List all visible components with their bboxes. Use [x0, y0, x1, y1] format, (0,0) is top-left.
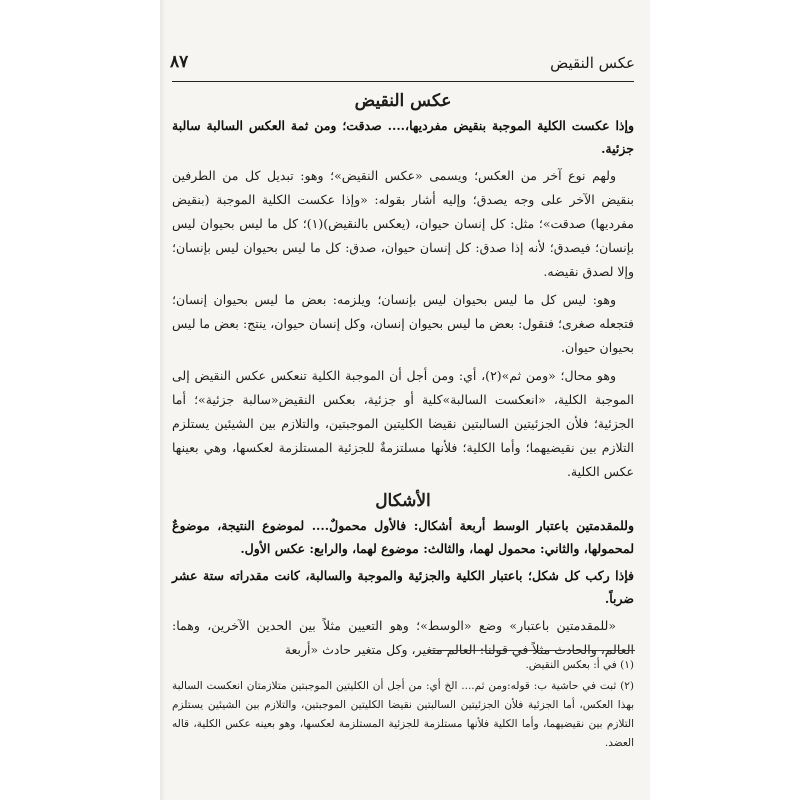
main-text — [172, 88, 634, 666]
paragraph: وهو محال؛ «ومن ثم»(٢)، أي: ومن أجل أن الموجبة الكلية تنعكس عكس النقيض إلى الموجبة الكلية، «انعكست السالبة»كلية أو جزئية، بعكس النقيض«سالبة جزئية»؛ أما الجزئية؛ فلأن الجزئيتين السالبتين نقيضا الكليتين الموجبتين، والتلازم بين الشيئين يستلزم التلازم بين نقيضيهما؛ وأما الكلية؛ فلأنها مسلتزمةٌ للجزئية المستلزمة لعكسها، وهي بعينها عكس الكلية. — [172, 368, 634, 479]
footnote-rule — [430, 650, 635, 651]
matn-text: وللمقدمتين باعتبار الوسط أربعة أشكال: فالأول محمولٌ.... لموضوع النتيجة، موضوعٌ لمحمولها، والثاني: محمول لهما، والثالث: موضوع لهما، والرابع: عكس الأول. — [172, 518, 634, 556]
paragraph: وهو: ليس كل ما ليس بحيوان ليس بإنسان؛ ويلزمه: بعض ما ليس بحيوان إنسان؛ فتجعله صغرى؛ فنقول: بعض ما ليس بحيوان إنسان، وكل إنسان حيوان، ينتج: بعض ما ليس بحيوان حيوان. — [172, 292, 634, 355]
footnote: (١) في أ: بعكس النقيض. — [525, 659, 634, 671]
header-rule — [172, 81, 634, 82]
paragraph: ولهم نوع آخر من العكس؛ ويسمى «عكس النقيض»؛ وهو: تبديل كل من الطرفين بنقيض الآخر على وجه يصدق؛ وإليه أشار بقوله: «وإذا عكست الكلية الموجبة (بنقيض مفرديها) صدقت»؛ مثل: كل إنسان حيوان، (يعكس بالنقيض)(١)؛ كل ما ليس بحيوان ليس بإنسان؛ فيصدق؛ لأنه إذا صدق: كل إنسان حيوان، صدق: كل ما ليس بحيوان ليس بإنسان؛ وإلا لصدق نقيضه. — [172, 168, 635, 279]
section-title-figures: الأشكال — [375, 491, 431, 511]
matn-text: فإذا ركب كل شكل؛ باعتبار الكلية والجزئية والموجبة والسالبة، كانت مقدراته ستة عشر ضرباً. — [172, 568, 634, 606]
page-header — [170, 52, 635, 82]
page-gutter-shadow — [160, 0, 166, 800]
paragraph: «للمقدمتين باعتبار» وضع «الوسط»؛ وهو التعيين مثلاً بين الحدين الآخرين، وهما: العالم، والحادث مثلاً في قولنا: العالم متغير، وكل متغير حادث «أربعة — [172, 618, 634, 657]
footnotes — [172, 656, 634, 755]
running-title: عكس النقيض — [550, 54, 635, 72]
matn-text: وإذا عكست الكلية الموجبة بنقيض مفرديها،.... صدقت؛ ومن ثمة العكس السالبة سالبة جزئية. — [172, 118, 634, 156]
section-title-contraposition: عكس النقيض — [354, 91, 452, 111]
page-number: ٨٧ — [170, 52, 189, 72]
footnote: (٢) ثبت في حاشية ب: قوله:ومن ثم.... الخ أي: من أجل أن الكليتين الموجبتين متلازمتان انعكست السالبة بهذا العكس، أما الجزئية فلأن الجزئيتين السالبتين نقيضا الكليتين الموجبتين، والتلازم بين الشيئين يستلزم التلازم بين نقيضيهما، وأما الكلية فلأنها مستلزمة للجزئية المستلزمة لعكسها، وهو بعينه عكس الكلية، قاله العضد. — [172, 680, 634, 749]
